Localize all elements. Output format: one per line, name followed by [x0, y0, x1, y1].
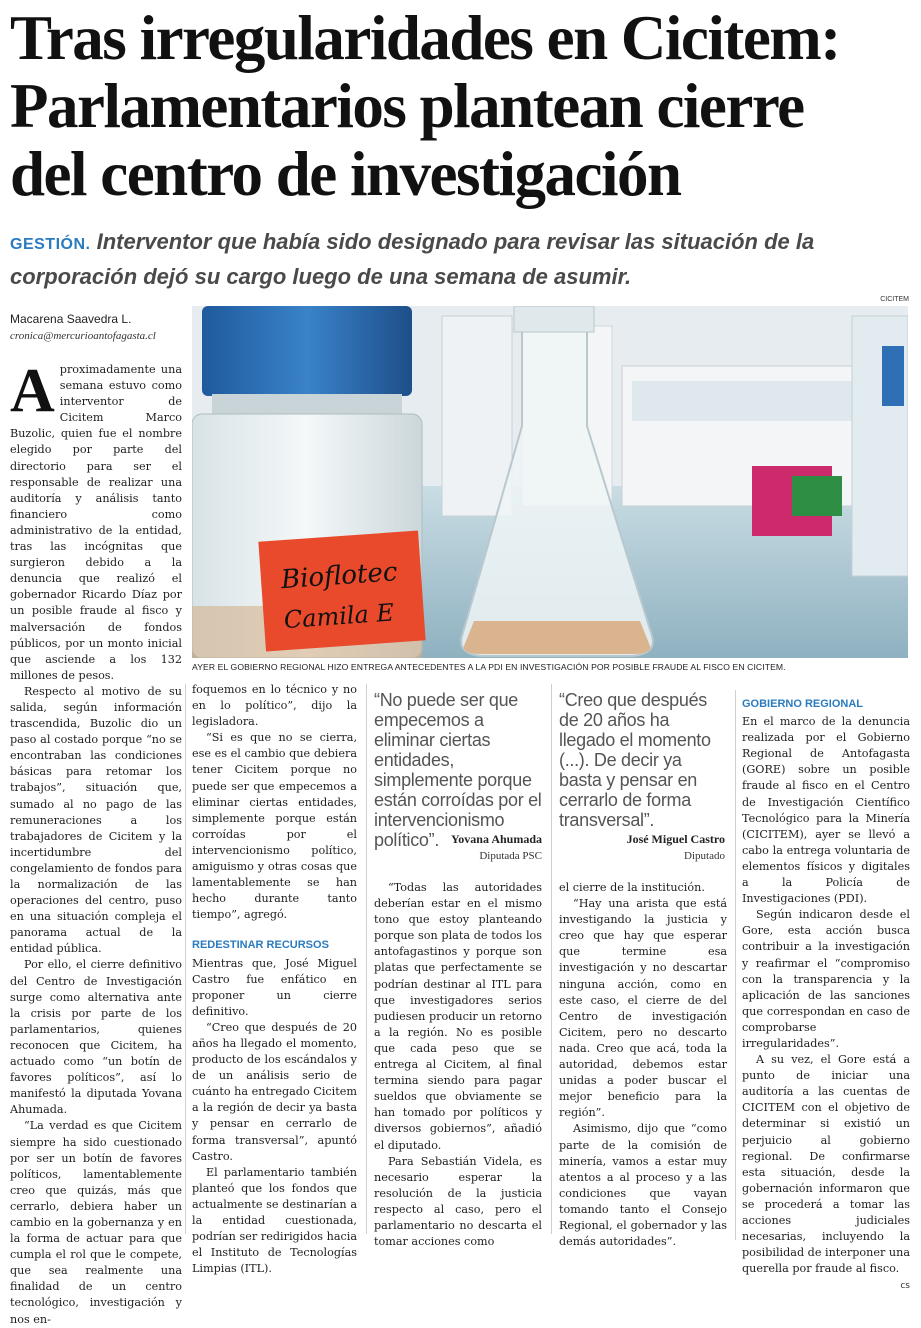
article-column-3 [374, 880, 542, 1250]
article-column-2 [192, 682, 357, 1277]
section-kicker: GESTIÓN. [10, 236, 91, 253]
article-paragraph: Mientras que, José Miguel Castro fue enfático en proponer un cierre definitivo. [192, 956, 357, 1018]
article-paragraph: Por ello, el cierre definitivo del Centro de Investigación surge como alternativa ante la crisis por parte de los parlamentarios, quienes reconocen que Cicitem, ha actuado como “un botín de favores políticos”, así lo manifestó la diputada Yovana Ahumada. [10, 958, 182, 1117]
article-paragraph: proximadamente una semana estuvo como interventor de Cicitem Marco Buzolic, quien fue el nombre elegido por parte del directorio para ser el responsable de realizar una auditoría y análisis tanto financiero como administrativo de la entidad, tras las incógnitas que surgieron debido a la denuncia que realizó el gobernador Ricardo Díaz por un posible fraude al fisco y malversación de fondos públicos, por un monto inicial que asciende a los 132 millones de pesos. [10, 363, 182, 682]
column-rule [735, 690, 736, 1240]
article-paragraph: “Si es que no se cierra, ese es el cambio que debiera tener Cicitem porque no puede ser que empecemos a eliminar ciertas entidades, simplemente porque están corroídas por el intervencionismo político, amiguismo y otras cosas que lamentablemente se han hecho durante tanto tiempo”, agregó. [192, 731, 357, 922]
headline [10, 4, 915, 208]
headline-line-3: del centro de investigación [10, 139, 681, 209]
photo-caption: AYER EL GOBIERNO REGIONAL HIZO ENTREGA ANTECEDENTES A LA PDI EN INVESTIGACIÓN POR POSIBLE FRAUDE AL FISCO EN CICITEM. [192, 662, 786, 672]
column-rule [551, 684, 552, 1234]
article-column-4 [559, 880, 727, 1250]
subheadline-text: Interventor que había sido designado para revisar las situación de la corporación dejó su cargo luego de una semana de asumir. [10, 229, 815, 289]
quote-name-ahumada: Yovana Ahumada [450, 832, 542, 846]
quote-role-ahumada: Diputada PSC [479, 850, 542, 862]
subheadline [10, 226, 910, 293]
article-paragraph: El parlamentario también planteó que los fondos que actualmente se destinarían a la entidad cuestionada, podrían ser redirigidos hacia el Instituto de Tecnologías Limpias (ITL). [192, 1165, 357, 1276]
svg-text:Camila E: Camila E [282, 598, 395, 635]
article-paragraph: “Todas las autoridades deberían estar en el mismo tono que estoy planteando porque son plata de todos los antofagastinos y porque son platas que perfectamente se podrían destinar al ITL para que investigadores serios pudiesen producir un retorno a la región. No es posible que cada peso que se entrega al Cicitem, al final termina siendo para pagar sueldos que obviamente se han tomado por políticos y diversos gobiernos”, añadió el diputado. [374, 881, 542, 1152]
column-rule [185, 684, 186, 1234]
article-paragraph: En el marco de la denuncia realizada por el Gobierno Regional de Antofagasta (GORE) sobre un posible fraude al fisco en el Centro de Investigación Científico Tecnológico para la Minería (CICITEM), ayer se llevó a cabo la entrega voluntaria de elementos físicos y digitales a la Policía de Investigaciones (PDI). [742, 715, 910, 906]
article-paragraph: “La verdad es que Cicitem siempre ha sido cuestionado por ser un botín de favores políticos, lamentablemente creo que quizás, más que cerrarlo, debiera haber un cambio en la gobernanza y en la forma de actuar para que cumpla el rol que le compete, que sea realmente una finalidad de un centro tecnológico, investigación y nos en- [10, 1119, 182, 1326]
article-paragraph: A su vez, el Gore está a punto de iniciar una auditoría a las cuentas de CICITEM con el objetivo de determinar si existió un perjuicio al gobierno regional. De confirmarse esta situación, desde la gobernación informaron que se procederá a tomar las acciones judiciales necesarias, incluyendo la posibilidad de interponer una querella por fraude al fisco. [742, 1053, 910, 1276]
article-paragraph: foquemos en lo técnico y no en lo político”, dijo la legisladora. [192, 683, 357, 729]
subhead-gobierno-regional: GOBIERNO REGIONAL [742, 698, 864, 710]
pull-quote-ahumada: “No puede ser que empecemos a eliminar ciertas entidades, simplemente porque están corroídas por el intervencionismo político”. [374, 690, 542, 850]
quote-role-castro: Diputado [684, 850, 725, 862]
article-paragraph: el cierre de la institución. [559, 881, 705, 894]
quote-name-castro: José Miguel Castro [626, 832, 725, 846]
pull-quote-castro: “Creo que después de 20 años ha llegado el momento (...). De decir ya basta y pensar en cerrarlo de forma transversal”. [559, 690, 711, 830]
subhead-redestinar-recursos: REDESTINAR RECURSOS [192, 939, 329, 952]
article-paragraph: Respecto al motivo de su salida, según información trascendida, Buzolic dio un paso al costado porque “no se encontraban las condiciones básicas para retomar los trabajos”, situación que, sumado al no pago de las remuneraciones a los trabajadores de Cicitem y la incertidumbre del congelamiento de fondos para la normalización de las operaciones del centro, puso en una situación compleja el panorama actual de la entidad pública. [10, 684, 182, 956]
article-column-1 [10, 357, 182, 1328]
drop-cap: A [10, 357, 55, 425]
article-paragraph: “Creo que después de 20 años ha llegado el momento, producto de los escándalos y de un análisis serio de cuánto ha entregado Cicitem a la región de decir ya basta y pensar en cerrarlo de forma transversal”, apuntó Castro. [192, 1020, 357, 1163]
column-rule [366, 684, 367, 1234]
article-paragraph: Asimismo, dijo que “como parte de la comisión de minería, vamos a estar muy atentos a al proceso y a las condiciones que vayan tomando tanto el Consejo Regional, el gobernador y las demás autoridades”. [559, 1122, 727, 1249]
lab-photo-illustration [192, 306, 908, 658]
byline-email[interactable]: cronica@mercurioantofagasta.cl [10, 330, 156, 342]
article-paragraph: Para Sebastián Videla, es necesario esperar la resolución de la justicia respecto al caso, pero el parlamentario no descarta el tomar acciones como [374, 1154, 542, 1249]
end-mark: cs [900, 1281, 910, 1292]
lab-photo [192, 306, 908, 658]
photo-credit: CICITEM [880, 296, 909, 303]
headline-line-1: Tras irregularidades en Cicitem: [10, 3, 840, 73]
bottle-label-text: Bioflotec [280, 557, 399, 596]
article-paragraph: “Hay una arista que está investigando la justicia y creo que hay que esperar que termine esa investigación y no descartar ninguna acción, como en este caso, el cierre de del Centro de investigación Cicitem, pero no descarto nada. Creo que acá, toda la autoridad, debemos estar unidas a poder buscar el mejor beneficio para la región”. [559, 897, 727, 1120]
article-paragraph: Según indicaron desde el Gore, esta acción busca contribuir a la investigación y reafirmar el “compromiso con la transparencia y la aplicación de las sanciones que correspondan en caso de comprobarse irregularidades”. [742, 908, 910, 1050]
headline-line-2: Parlamentarios plantean cierre [10, 71, 804, 141]
article-column-5 [742, 696, 910, 1294]
byline-author: Macarena Saavedra L. [10, 312, 132, 326]
